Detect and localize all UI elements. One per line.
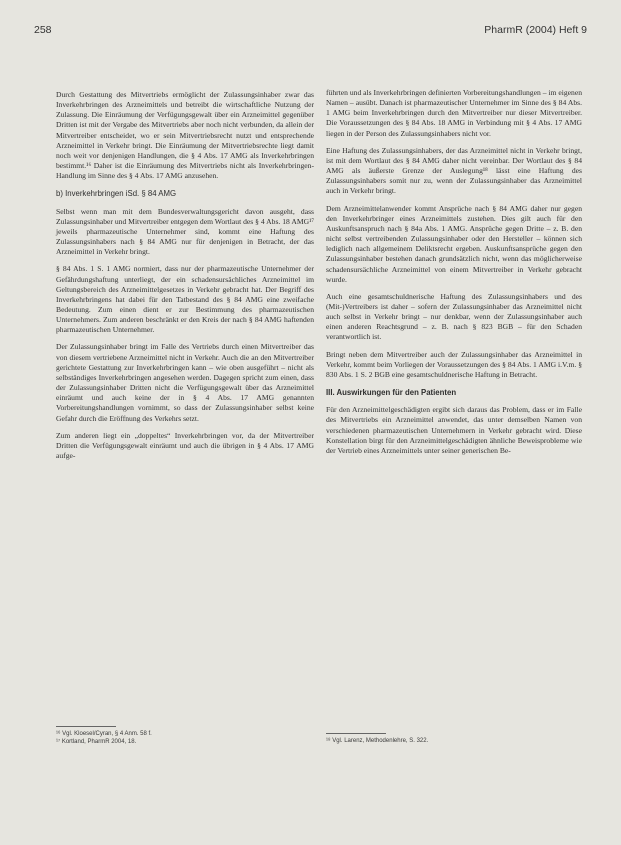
footnote: ¹⁸ Vgl. Larenz, Methodenlehre, S. 322. (326, 738, 429, 744)
paragraph: Auch eine gesamtschuldnerische Haftung des Zulassungsinhabers und des (Mit-)Vertreibers ist daher – sofern der Zulassungsinhaber das Arzneimittel nicht auch selbst in Verkehr bringt – nur denkbar, wenn der Zulassungsinhaber auch einen anderen Reachtsgrund – z. B. nach § 823 BGB – für den Schaden verantwortlich ist. (326, 291, 582, 342)
footnotes-left (56, 726, 314, 746)
footnote-rule (326, 733, 386, 734)
paragraph: Für den Arzneimittelgeschädigten ergibt sich daraus das Problem, dass er im Falle des Mitvertriebs ein Arzneimittel anwendet, das unter demselben Namen von verschiedenen pharmazeutischen Unternehmern in Verkehr gebracht wird. Diese Konstellation birgt für den Arzneimittelgeschädigten ähnliche Beweisprobleme wie der Vertrieb eines Arzneimittels unter seiner generischen Be- (326, 405, 582, 455)
paragraph: Zum anderen liegt ein „doppeltes“ Inverkehrbringen vor, da der Mitvertreiber Dritten die Verfügungsgewalt einräumt und auch die übrigen in § 4 Abs. 17 AMG aufge- (56, 430, 314, 460)
footnote: ¹⁶ Vgl. Kloesel/Cyran, § 4 Anm. 58 f. (56, 731, 152, 737)
paragraph: Selbst wenn man mit dem Bundesverwaltungsgericht davon ausgeht, dass Zulassungsinhaber und Mitvertreiber entgegen dem Wortlaut des § 4 Abs. 18 AMG¹⁷ jeweils pharmazeutische Unternehmer sind, kommt eine Haftung des Zulassungsinhabers nach § 84 AMG nur für denjenigen in Betracht, der das Arzneimittel in Verkehr bringt. (56, 206, 314, 257)
journal-title: PharmR (2004) Heft 9 (484, 24, 587, 36)
paragraph: führten und als Inverkehrbringen definierten Vorbereitungshandlungen – im eigenen Namen – ausübt. Danach ist pharmazeutischer Unternehmer im Sinne des § 84 Abs. 1 AMG beim Inverkehrbringen durch den Mitvertreiber nur dieser Mitvertreiber. Die Voraussetzungen des § 84 Abs. 18 AMG in Verbindung mit § 4 Abs. 17 AMG liegen in der Person des Zulassungsinhabers nicht vor. (326, 88, 582, 138)
footnote-rule (56, 726, 116, 727)
paragraph: Der Zulassungsinhaber bringt im Falle des Vertriebs durch einen Mitvertreiber das von diesem vertriebene Arzneimittel nicht in Verkehr. Auch die an den Mitvertreiber gerichtete Gestattung zur Inverkehrbringen kann – wie oben ausgeführt – nicht als selbständiges Inverkehrbringen angesehen werden. Dagegen spricht zum einen, dass der Zulassungsinhaber Dritten nicht die Verfügungsgewalt über das Arzneimittel einräumt und auch keine der in § 4 Abs. 17 AMG genannten Vorbereitungshandlungen vornimmt, so dass der Zulassungsinhaber selbst keine Gefahr durch die Eröffnung des Verkehrs setzt. (56, 342, 314, 423)
paragraph: Durch Gestattung des Mitvertriebs ermöglicht der Zulassungsinhaber zwar das Inverkehrbringen des Arzneimittels und betreibt die wirtschaftliche Nutzung der Zulassung. Die Einräumung der Verfügungsgewalt über ein Arzneimittel gegenüber Dritten ist mit der Vergabe des Mitvertriebs aber noch nicht verbunden, da allein der Mitvertreiber entscheidet, wo er sein Mitvertriebsrecht nutzt und entsprechende Arzneimittel in Verkehr bringt. Die Einräumung der Mitvertriebsrechte liegt damit noch weit vor denjenigen Handlungen, die § 4 Abs. 17 AMG als Inverkehrbringen bestimmt.¹⁶ Daher ist die Einräumung des Mitvertriebs nicht als Inverkehrbringen-Handlung im Sinne des § 4 Abs. 17 AMG anzusehen. (56, 90, 314, 181)
section-heading: III. Auswirkungen für den Patienten (326, 388, 457, 398)
page-number: 258 (34, 24, 52, 36)
paragraph: Dem Arzneimittelanwender kommt Ansprüche nach § 84 AMG daher nur gegen den Inverkehrbringer eines Arzneimittels zustehen. Dies gilt auch für den Auskunftsanspruch nach § 84a Abs. 1 AMG. Ansprüche gegen Dritte – z. B. den nicht selbst vertreibenden Zulassungsinhaber oder den Hersteller – können sich lediglich nach allgemeinem Deliktsrecht ergeben. Auskunftsansprüche gegen den Zulassungsinhaber bestehen danach grundsätzlich nicht, wenn das möglicherweise schadensursächliche Arzneimittel von einem Mitvertreiber in Verkehr gebracht wurde. (326, 203, 582, 284)
paragraph: Eine Haftung des Zulassungsinhabers, der das Arzneimittel nicht in Verkehr bringt, ist mit dem Wortlaut des § 84 AMG daher nicht vereinbar. Der Wortlaut des § 84 AMG als äußerste Grenze der Auslegung¹⁸ lässt eine Haftung des Zulassungsinhabers somit nur zu, wenn der Zulassungsinhaber das Arzneimittel auch in Verkehr bringt. (326, 145, 582, 196)
right-column (326, 88, 582, 463)
footnote: ¹⁷ Kortland, PharmR 2004, 18. (56, 739, 137, 745)
left-column (56, 90, 314, 468)
section-heading: b) Inverkehrbringen iSd. § 84 AMG (56, 189, 177, 199)
paragraph: § 84 Abs. 1 S. 1 AMG normiert, dass nur der pharmazeutische Unternehmer der Gefährdungshaftung unterliegt, der ein schadensursächliches Arzneimittel im Geltungsbereich des Arzneimittelgesetzes in Verkehr gebracht hat. Der Begriff des Inverkehrbringens hat dabei für den Tatbestand des § 84 AMG eine zweifache Bedeutung. Zum einen dient er zur Bestimmung des pharmazeutischen Unternehmers. Zum anderen beschränkt er den Kreis der nach § 84 AMG haftenden pharmazeutischen Unternehmer. (56, 264, 314, 335)
paragraph: Bringt neben dem Mitvertreiber auch der Zulassungsinhaber das Arzneimittel in Verkehr, kommt beim Vorliegen der Voraussetzungen des § 84 Abs. 1 AMG i.V.m. § 830 Abs. 1 S. 2 BGB eine gesamtschuldnerische Haftung in Betracht. (326, 349, 582, 379)
footnotes-right (326, 733, 582, 745)
